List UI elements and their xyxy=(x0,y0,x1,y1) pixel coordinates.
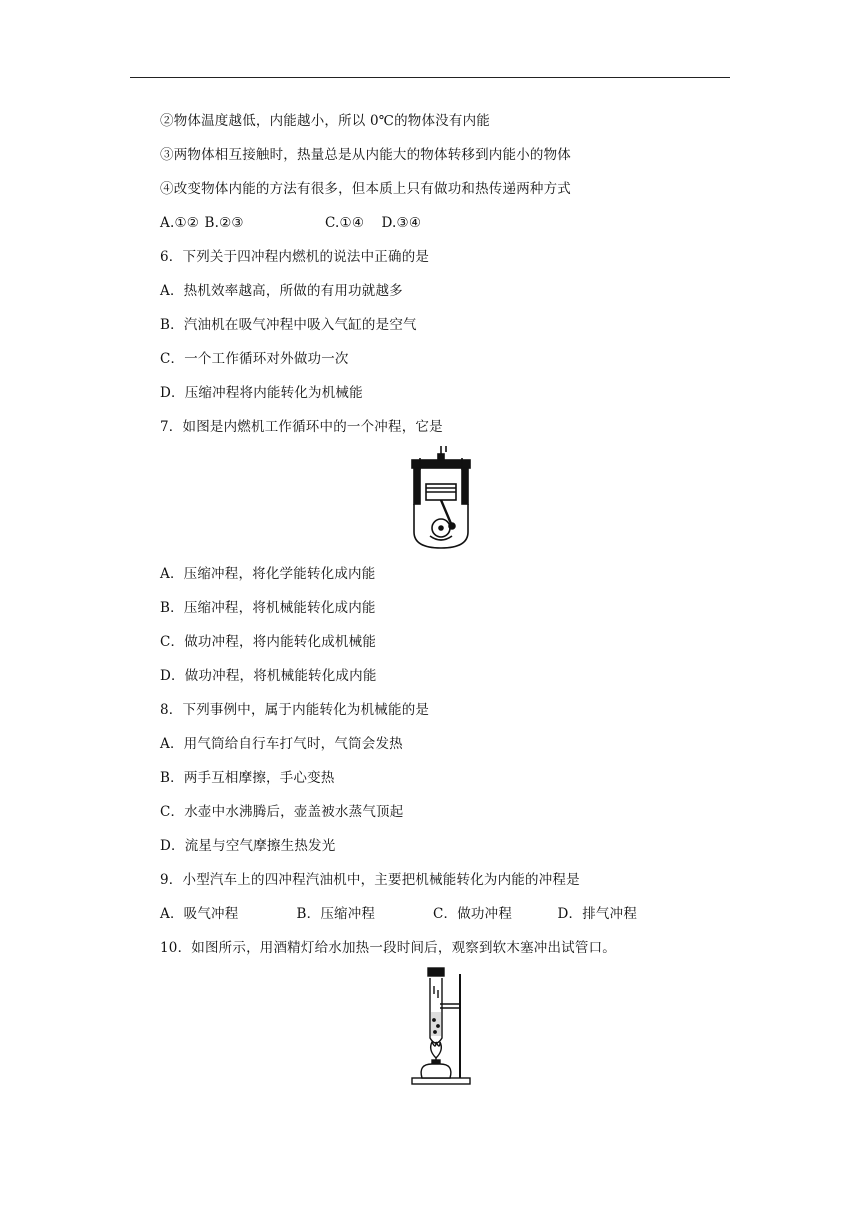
q7-option-d: D．做功冲程，将机械能转化成内能 xyxy=(160,668,377,684)
statement-3: ③两物体相互接触时，热量总是从内能大的物体转移到内能小的物体 xyxy=(160,147,571,163)
q7-option-b: B．压缩冲程，将机械能转化成内能 xyxy=(160,600,376,616)
engine-cylinder-diagram-icon xyxy=(408,444,474,552)
q10-stem: 10．如图所示，用酒精灯给水加热一段时间后，观察到软木塞冲出试管口。 xyxy=(160,940,616,956)
q5-option-a: A.①② xyxy=(160,215,200,231)
q8-stem: 8．下列事例中，属于内能转化为机械能的是 xyxy=(160,702,430,718)
q9-option-d: D．排气冲程 xyxy=(557,906,638,922)
q9-option-c: C．做功冲程 xyxy=(433,906,513,922)
q8-option-b: B．两手互相摩擦，手心变热 xyxy=(160,770,335,786)
q5-option-c: C.①④ xyxy=(325,215,365,231)
q9-options xyxy=(160,905,637,923)
statement-2: ②物体温度越低，内能越小，所以 0℃的物体没有内能 xyxy=(160,113,490,129)
q7-option-a: A．压缩冲程，将化学能转化成内能 xyxy=(160,566,376,582)
q6-option-a: A．热机效率越高，所做的有用功就越多 xyxy=(160,283,403,299)
q9-stem: 9．小型汽车上的四冲程汽油机中，主要把机械能转化为内能的冲程是 xyxy=(160,872,580,888)
q9-option-b: B．压缩冲程 xyxy=(296,906,376,922)
q6-stem: 6．下列关于四冲程内燃机的说法中正确的是 xyxy=(160,249,430,265)
q9-option-a: A．吸气冲程 xyxy=(160,906,239,922)
q8-option-c: C．水壶中水沸腾后，壶盖被水蒸气顶起 xyxy=(160,804,404,820)
q8-option-a: A．用气筒给自行车打气时，气筒会发热 xyxy=(160,736,403,752)
header-rule xyxy=(130,77,730,78)
q8-option-d: D．流星与空气摩擦生热发光 xyxy=(160,838,336,854)
q5-options xyxy=(160,214,421,232)
q7-stem: 7．如图是内燃机工作循环中的一个冲程，它是 xyxy=(160,419,443,435)
test-tube-alcohol-lamp-diagram-icon xyxy=(408,964,474,1086)
q6-option-c: C．一个工作循环对外做功一次 xyxy=(160,351,349,367)
q7-option-c: C．做功冲程，将内能转化成机械能 xyxy=(160,634,377,650)
q5-option-d: D.③④ xyxy=(381,215,422,231)
q6-option-b: B．汽油机在吸气冲程中吸入气缸的是空气 xyxy=(160,317,417,333)
statement-4: ④改变物体内能的方法有很多，但本质上只有做功和热传递两种方式 xyxy=(160,181,571,197)
q6-option-d: D．压缩冲程将内能转化为机械能 xyxy=(160,385,363,401)
q5-option-b: B.②③ xyxy=(204,215,244,231)
